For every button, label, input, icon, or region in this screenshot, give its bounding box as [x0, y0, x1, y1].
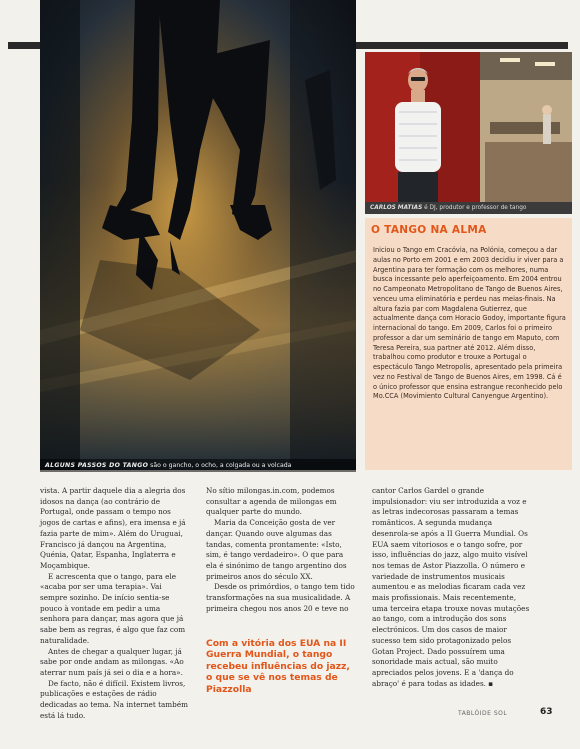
main-caption-lead: ALGUNS PASSOS DO TANGO — [45, 462, 149, 469]
carlos-matias-photo — [365, 52, 572, 202]
article-column-1 — [40, 486, 190, 721]
main-photo-caption — [40, 459, 356, 472]
article-column-3 — [372, 486, 532, 689]
side-caption-lead: CARLOS MATIAS — [370, 205, 423, 211]
paragraph: cantor Carlos Gardel o grande impulsionador: viu ser introduzida a voz e as letras indecorosas passaram a temas românticos. A segunda mudança desenrola-se após a II Guerra Mundial. Os EUA saem vitoriosos e o tango sofre, por isso, influências do jazz, algo muito visível nos temas de Astor Piazzolla. O número e variedade de instrumentos musicais aumentou e as melodias ficaram cada vez mais profissionais. Mais recentemente, uma terceira etapa trouxe novas mutações ao tango, com a introdução dos sons electrónicos. Um dos casos de maior sucesso tem sido protagonizado pelos Gotan Project. Dado possuírem uma sonoridade mais actual, são muito apreciados pelos jovens. E a 'dança do abraço' é para todas as idades. ▪ — [372, 486, 530, 688]
footer-section: TABLÓIDE SOL — [458, 710, 508, 717]
article-column-2 — [206, 486, 356, 614]
paragraph: Desde os primórdios, o tango tem tido transformações na sua musicalidade. A primeira chegou nos anos 20 e teve no — [206, 582, 355, 613]
sidebar-box — [365, 218, 572, 470]
paragraph: Maria da Conceição gosta de ver dançar. Quando ouve algumas das tandas, comenta prontamente: «Isto, sim, é tango verdadeiro». O que para ela é sinónimo de tango argentino dos primeiros anos do século XX. — [206, 518, 347, 581]
paragraph: Antes de chegar a qualquer lugar, já sabe por onde andam as milongas. «Ao aterrar num país já sei o dia e a hora». — [40, 646, 184, 677]
paragraph: De facto, não é difícil. Existem livros, publicações e estações de rádio dedicadas ao tema. Na internet também está lá tudo. — [40, 678, 188, 720]
paragraph: No sítio milongas.in.com, podemos consultar a agenda de milongas em qualquer parte do mundo. — [206, 486, 337, 517]
side-photo-caption — [365, 202, 572, 214]
pull-quote: Com a vitória dos EUA na II Guerra Mundial, o tango recebeu influências do jazz, o que se vê nos temas de Piazzolla — [206, 638, 350, 695]
side-caption-text: é DJ, produtor e professor de tango — [422, 205, 527, 211]
sidebar-body: Iniciou o Tango em Cracóvia, na Polónia, começou a dar aulas no Porto em 2001 e em 2003 decidiu ir viver para a Argentina para ter formação com os melhores, numa busca incessante pelo aperfeiçoamento. Em 2004 entrou no Campeonato Metropolitano de Tango de Buenos Aires, venceu uma eliminatória e perdeu nas meias-finais. Na altura fazia par com Magdalena Gutierrez, que actualmente dança com Horacio Godoy, importante figura internacional do tango. Em 2009, Carlos foi o primeiro professor a dar um seminário de tango em Maputo, com Teresa Pereira, sua partner até 2012. Além disso, trabalhou como produtor e trouxe a Portugal o espectáculo Tango Metropolis, apresentado pela primeira vez no Festival de Tango de Buenos Aires, em 1998. Cá é o único professor que ensina estrangue reconhecido pelo Mo.CCA (Movimiento Cultural Canyengue Argentino). — [373, 246, 566, 401]
sidebar-title: O TANGO NA ALMA — [371, 224, 487, 236]
main-caption-text: são o gancho, o ocho, a colgada ou a volcada — [148, 462, 292, 469]
tango-dancers-photo — [40, 0, 356, 470]
paragraph: vista. A partir daquele dia a alegria dos idosos na dança (ao contrário de Portugal, onde passam o tempo nos jogos de cartas e afins), era imensa e já fazia parte de mim». Além do Uruguai, Francisco já dançou na Argentina, Quénia, Qatar, Espanha, Inglaterra e Moçambique. — [40, 486, 186, 570]
page-number: 63 — [540, 707, 553, 717]
paragraph: E acrescenta que o tango, para ele «acaba por ser uma terapia». Vai sempre sozinho. De início sentia-se pouco à vontade em pedir a uma senhora para dançar, mas agora que já sabe bem as regras, é algo que faz com naturalidade. — [40, 571, 186, 645]
